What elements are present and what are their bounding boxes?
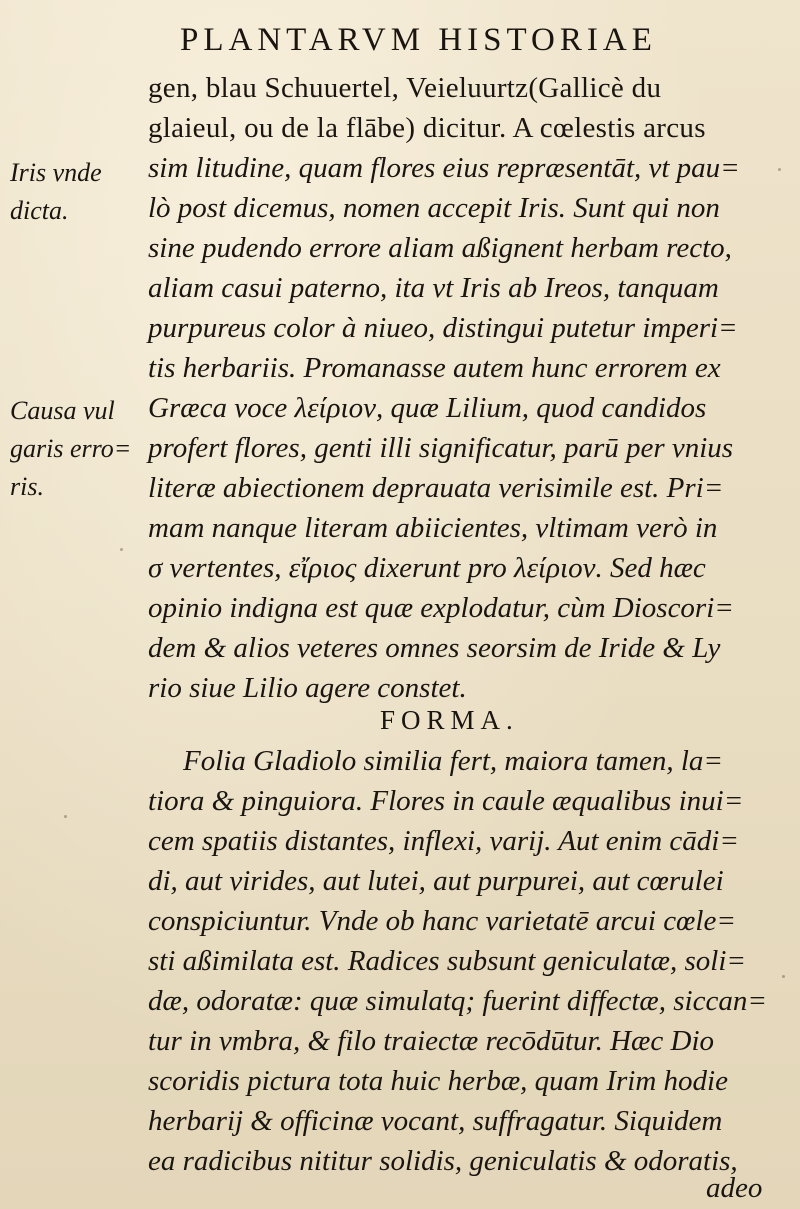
- text-line: sine pudendo errore aliam aßignent herbam recto,: [148, 232, 732, 264]
- text-line: rio siue Lilio agere constet.: [148, 672, 467, 704]
- text-line: sim litudine, quam flores eius repræsentāt, vt pau=: [148, 152, 740, 184]
- text-line: σ vertentes, εἴριος dixerunt pro λείριον. Sed hæc: [148, 552, 706, 584]
- text-line: tiora & pinguiora. Flores in caule æqualibus inui=: [148, 785, 744, 817]
- text-line: gen, blau Schuuertel, Veieluurtz(Gallicè du: [148, 72, 662, 104]
- section-heading: FORMA.: [380, 705, 519, 735]
- paper-speck: [64, 815, 67, 818]
- text-line: sti aßimilata est. Radices subsunt geniculatæ, soli=: [148, 945, 746, 977]
- catchword: adeo: [706, 1172, 763, 1204]
- text-line: purpureus color à niueo, distingui putetur imperi=: [148, 312, 738, 344]
- paper-speck: [782, 975, 785, 978]
- text-line: lò post dicemus, nomen accepit Iris. Sunt qui non: [148, 192, 720, 224]
- text-line: conspiciuntur. Vnde ob hanc varietatē arcui cœle=: [148, 905, 736, 937]
- paper-speck: [778, 168, 781, 171]
- paper-speck: [120, 548, 123, 551]
- text-line: cem spatiis distantes, inflexi, varij. Aut enim cādi=: [148, 825, 739, 857]
- text-line: opinio indigna est quæ explodatur, cùm Dioscori=: [148, 592, 734, 624]
- running-head: PLANTARVM HISTORIAE: [180, 22, 657, 58]
- text-line: mam nanque literam abiicientes, vltimam verò in: [148, 512, 718, 544]
- margin-note-causa-line-2: garis erro=: [10, 434, 132, 463]
- margin-note-causa-line-1: Causa vul: [10, 396, 115, 425]
- margin-note-causa-line-3: ris.: [10, 472, 44, 501]
- text-line: literæ abiectionem deprauata verisimile est. Pri=: [148, 472, 724, 504]
- text-line: dem & alios veteres omnes seorsim de Iride & Ly: [148, 632, 721, 664]
- text-line: ea radicibus nititur solidis, geniculatis & odoratis,: [148, 1145, 738, 1177]
- margin-note-iris-line-1: Iris vnde: [10, 158, 102, 187]
- text-line: profert flores, genti illi significatur, parū per vnius: [148, 432, 734, 464]
- text-line: tis herbariis. Promanasse autem hunc errorem ex: [148, 352, 721, 384]
- text-line: herbarij & officinæ vocant, suffragatur. Siquidem: [148, 1105, 723, 1137]
- text-line: tur in vmbra, & filo traiectæ recōdūtur. Hæc Dio: [148, 1025, 715, 1057]
- text-line: scoridis pictura tota huic herbæ, quam Irim hodie: [148, 1065, 728, 1097]
- text-line: Græca voce λείριον, quæ Lilium, quod candidos: [148, 392, 707, 424]
- text-line: glaieul, ou de la flābe) dicitur. A cœlestis arcus: [148, 112, 706, 144]
- text-line: Folia Gladiolo similia fert, maiora tamen, la=: [183, 745, 723, 777]
- text-line: di, aut virides, aut lutei, aut purpurei, aut cœrulei: [148, 865, 724, 897]
- margin-note-iris-line-2: dicta.: [10, 196, 69, 225]
- text-line: aliam casui paterno, ita vt Iris ab Ireos, tanquam: [148, 272, 719, 304]
- text-line: dæ, odoratæ: quæ simulatq; fuerint diffectæ, siccan=: [148, 985, 767, 1017]
